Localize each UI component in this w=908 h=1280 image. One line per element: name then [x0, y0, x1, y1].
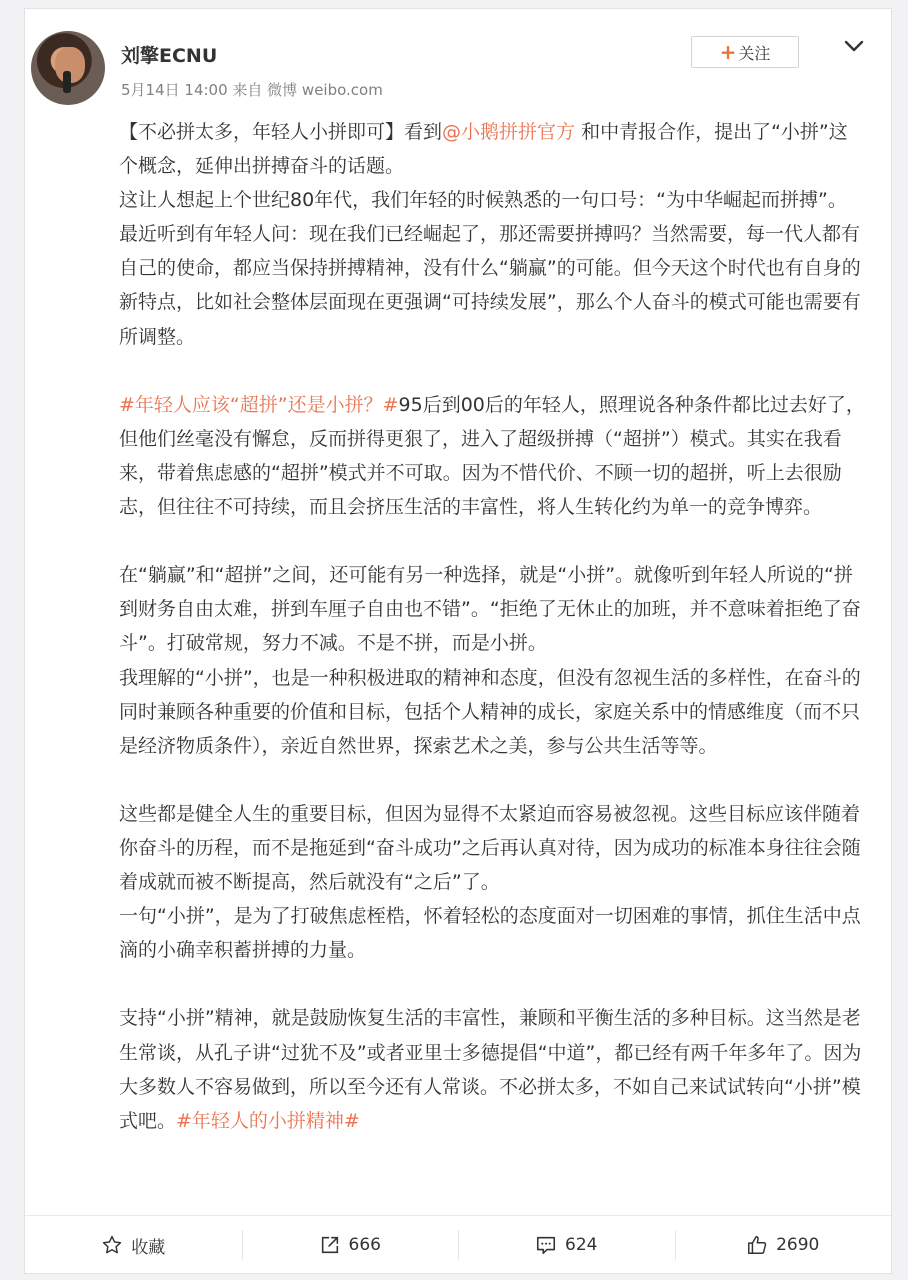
thumbs-up-icon [746, 1234, 768, 1256]
action-bar [25, 1215, 891, 1274]
star-icon [101, 1234, 123, 1256]
comment-button[interactable] [458, 1228, 675, 1262]
like-button[interactable] [675, 1228, 892, 1262]
chevron-down-icon[interactable] [843, 35, 865, 57]
plus-icon: + [719, 40, 737, 64]
paragraph-intro: 【不必拼太多，年轻人小拼即可】看到@小鹅拼拼官方 和中青报合作，提出了“小拼”这个概念，延伸出拼搏奋斗的话题。 [119, 121, 848, 178]
repost-button[interactable] [242, 1228, 459, 1262]
repost-count: 666 [348, 1235, 381, 1255]
follow-button[interactable] [691, 36, 799, 68]
share-icon [319, 1234, 341, 1256]
comment-icon [535, 1234, 557, 1256]
comment-count: 624 [565, 1235, 598, 1255]
hashtag-link[interactable]: #年轻人应该“超拼”还是小拼？# [119, 393, 399, 416]
paragraph-chaopin: #年轻人应该“超拼”还是小拼？#95后到00后的年轻人，照理说各种条件都比过去好了，但他们丝毫没有懈怠，反而拼得更狠了，进入了超级拼搏（“超拼”）模式。其实在我看来，带着焦虑感的“超拼”模式并不可取。因为不惜代价、不顾一切的超拼，听上去很励志，但往往不可持续，而且会挤压生活的丰富性，将人生转化约为单一的竞争博弈。 [119, 393, 865, 519]
paragraph-support: 支持“小拼”精神，就是鼓励恢复生活的丰富性，兼顾和平衡生活的多种目标。这当然是老生常谈，从孔子讲“过犹不及”或者亚里士多德提倡“中道”，都已经有两千年多年了。因为大多数人不容易做到，所以至今还有人常谈。不必拼太多，不如自己来试试转向“小拼”模式吧。#年轻人的小拼精神# [119, 1007, 862, 1132]
post-meta: 5月14日 14:00 来自 微博 weibo.com [121, 81, 383, 99]
author-name[interactable]: 刘擎ECNU [121, 45, 218, 67]
paragraph-xiaopin: 在“躺赢”和“超拼”之间，还可能有另一种选择，就是“小拼”。就像听到年轻人所说的“拼到财务自由太难，拼到车厘子自由也不错”。“拒绝了无休止的加班，并不意味着拒绝了奋斗”。打破常规，努力不减。不是不拼，而是小拼。 [119, 564, 861, 655]
favorite-button[interactable] [25, 1228, 242, 1262]
mention-link[interactable]: @小鹅拼拼官方 [442, 121, 576, 143]
hashtag-link[interactable]: #年轻人的小拼精神# [176, 1109, 360, 1132]
follow-label: 关注 [738, 43, 771, 63]
paragraph-understanding: 我理解的“小拼”，也是一种积极进取的精神和态度，但没有忽视生活的多样性，在奋斗的同时兼顾各种重要的价值和目标，包括个人精神的成长，家庭关系中的情感维度（而不只是经济物质条件），亲近自然世界，探索艺术之美，参与公共生活等等。 [119, 666, 861, 757]
paragraph-80s: 这让人想起上个世纪80年代，我们年轻的时候熟悉的一句口号：“为中华崛起而拼搏”。最近听到有年轻人问：现在我们已经崛起了，那还需要拼搏吗？当然需要，每一代人都有自己的使命，都应当保持拼搏精神，没有什么“躺赢”的可能。但今天这个时代也有自身的新特点，比如社会整体层面现在更强调“可持续发展”，那么个人奋斗的模式可能也需要有所调整。 [119, 189, 861, 348]
favorite-label: 收藏 [131, 1237, 166, 1258]
weibo-post-card [24, 8, 892, 1274]
avatar-microphone [63, 71, 71, 93]
paragraph-anxiety: 一句“小拼”，是为了打破焦虑桎梏，怀着轻松的态度面对一切困难的事情，抓住生活中点滴的小确幸积蓄拼搏的力量。 [119, 905, 861, 962]
paragraph-goals: 这些都是健全人生的重要目标，但因为显得不太紧迫而容易被忽视。这些目标应该伴随着你奋斗的历程，而不是拖延到“奋斗成功”之后再认真对待，因为成功的标准本身往往会随着成就而被不断提高，然后就没有“之后”了。 [119, 802, 861, 894]
post-content [119, 115, 865, 1138]
avatar[interactable] [31, 31, 105, 105]
like-count: 2690 [776, 1235, 820, 1255]
